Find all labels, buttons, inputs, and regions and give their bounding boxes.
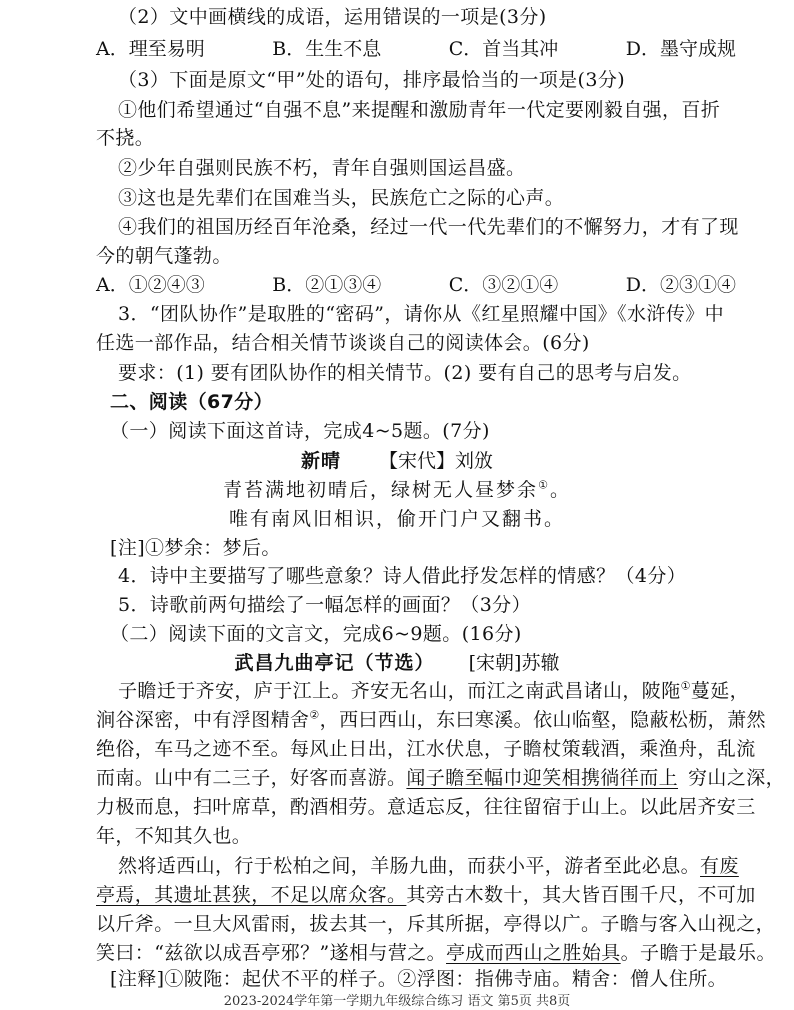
prose-title-row — [0, 650, 794, 676]
prose-line-5: 力极而息，扫叶席草，酌酒相劳。意适忘反，往往留宿于山上。以此居齐安三 — [96, 796, 756, 818]
q3-sentence-4: ④我们的祖国历经百年沧桑，经过一代一代先辈们的不懈努力，才有了现 — [118, 216, 739, 238]
q3-options — [96, 272, 736, 298]
task3-requirements: 要求：(1) 要有团队协作的相关情节。(2) 要有自己的思考与启发。 — [118, 362, 692, 384]
poem-note: [注]①梦余：梦后。 — [110, 537, 281, 559]
task3-line-2: 任选一部作品，结合相关情节谈谈自己的阅读体会。(6分) — [96, 332, 590, 354]
q3-option-c: C．③②①④ — [448, 274, 559, 296]
q3-option-b: B．②①③④ — [272, 274, 382, 296]
prose-line-10-underlined: 亭成而西山之胜始具 — [446, 942, 621, 964]
q3-sentence-3: ③这也是先辈们在国难当头，民族危亡之际的心声。 — [118, 187, 565, 209]
prose-line-7 — [118, 853, 739, 879]
q3-sentence-1: ①他们希望通过“自强不息”来提醒和激励青年一代定要刚毅自强，百折 — [118, 99, 721, 121]
prose-line-7-a: 然将适西山，行于松柏之间，羊肠九曲，而获小平，游者至此必息。 — [118, 855, 701, 877]
prose-note: [注释]①陂陁：起伏不平的样子。②浮图：指佛寺庙。精舍：僧人住所。 — [110, 968, 728, 990]
poem-author: 【宋代】刘攽 — [379, 450, 494, 472]
poem-line-1-text: 青苔满地初晴后，绿树无人昼梦余 — [223, 479, 539, 501]
q2-option-c: C．首当其冲 — [448, 38, 559, 60]
prose-line-1-a: 子瞻迁于齐安，庐于江上。齐安无名山，而江之南武昌诸山，陂陁 — [118, 680, 681, 702]
prose-line-1 — [118, 678, 749, 704]
prose-line-4-a: 而南。山中有二三子，好客而喜游。 — [96, 767, 407, 789]
prose-line-2-a: 涧谷深密，中有浮图精舍 — [96, 709, 310, 731]
task3-line-1: 3．“团队协作”是取胜的“密码”，请你从《红星照耀中国》《水浒传》中 — [118, 303, 725, 325]
prose-line-8 — [96, 882, 756, 908]
q3-option-a: A．①②④③ — [96, 274, 205, 296]
q2-options — [96, 36, 736, 62]
prose-line-7-underlined: 有废 — [700, 855, 739, 877]
reading-part1-intro: （一）阅读下面这首诗，完成4~5题。(7分) — [110, 420, 490, 442]
poem-line-1 — [0, 477, 794, 503]
q3-sentence-4-cont: 今的朝气蓬勃。 — [96, 245, 232, 267]
prose-line-2 — [96, 707, 766, 733]
q3-sentence-2: ②少年自强则民族不朽，青年自强则国运昌盛。 — [118, 157, 526, 179]
prose-line-10-b: 。子瞻于是最乐。 — [620, 942, 776, 964]
page-footer: 2023-2024学年第一学期九年级综合练习 语文 第5页 共8页 — [223, 994, 571, 1009]
q3-option-d: D．②③①④ — [625, 274, 736, 296]
reading-part2-intro: （二）阅读下面的文言文，完成6~9题。(16分) — [110, 623, 522, 645]
poem-note-mark: ① — [538, 478, 550, 492]
prose-line-8-underlined: 亭焉，其遗址甚狭，不足以席众客。 — [96, 884, 407, 906]
prose-line-4-underlined: 闻子瞻至幅巾迎笑相携徜徉而上 — [406, 767, 679, 789]
q2-option-d: D．墨守成规 — [625, 38, 736, 60]
q3-sentence-1-cont: 不挠。 — [96, 127, 155, 149]
q2-option-b: B．生生不息 — [272, 38, 382, 60]
q2-stem: （2）文中画横线的成语，运用错误的一项是(3分) — [118, 6, 547, 28]
prose-line-2-b: ，西曰西山，东曰寒溪。依山临壑，隐蔽松枥，萧然 — [319, 709, 766, 731]
poem-title-row — [0, 448, 794, 474]
prose-line-1-b: 蔓延， — [690, 680, 750, 702]
prose-line-4-b: 穷山之深， — [688, 767, 786, 789]
prose-note-mark-1: ① — [680, 679, 691, 693]
q2-option-a: A．理至易明 — [96, 38, 205, 60]
prose-line-4 — [96, 765, 785, 791]
poem-title: 新晴 — [300, 450, 341, 472]
poem-line-2: 唯有南风旧相识，偷开门户又翻书。 — [228, 508, 565, 530]
question-4: 4．诗中主要描写了哪些意象？诗人借此抒发怎样的情感？（4分） — [118, 565, 687, 587]
prose-line-6: 年，不知其久也。 — [96, 825, 252, 847]
prose-note-mark-2: ② — [309, 708, 320, 722]
prose-line-9: 以斤斧。一旦大风雷雨，拔去其一，斥其所据，亭得以广。子瞻与客入山视之， — [96, 913, 776, 935]
poem-line-1-end: 。 — [549, 479, 571, 501]
prose-line-10-a: 笑曰：“兹欲以成吾亭邪？”遂相与营之。 — [96, 942, 447, 964]
reading-heading: 二、阅读（67分） — [110, 391, 274, 413]
q3-stem: （3）下面是原文“甲”处的语句，排序最恰当的一项是(3分) — [118, 69, 626, 91]
prose-line-10 — [96, 940, 776, 966]
prose-title: 武昌九曲亭记（节选） — [234, 652, 435, 674]
prose-author: [宋朝]苏辙 — [468, 652, 560, 674]
question-5: 5．诗歌前两句描绘了一幅怎样的画面？（3分） — [118, 594, 531, 616]
prose-line-8-b: 其旁古木数十，其大皆百围千尺，不可加 — [406, 884, 756, 906]
prose-line-3: 绝俗，车马之迹不至。每风止日出，江水伏息，子瞻杖策载酒，乘渔舟，乱流 — [96, 738, 756, 760]
